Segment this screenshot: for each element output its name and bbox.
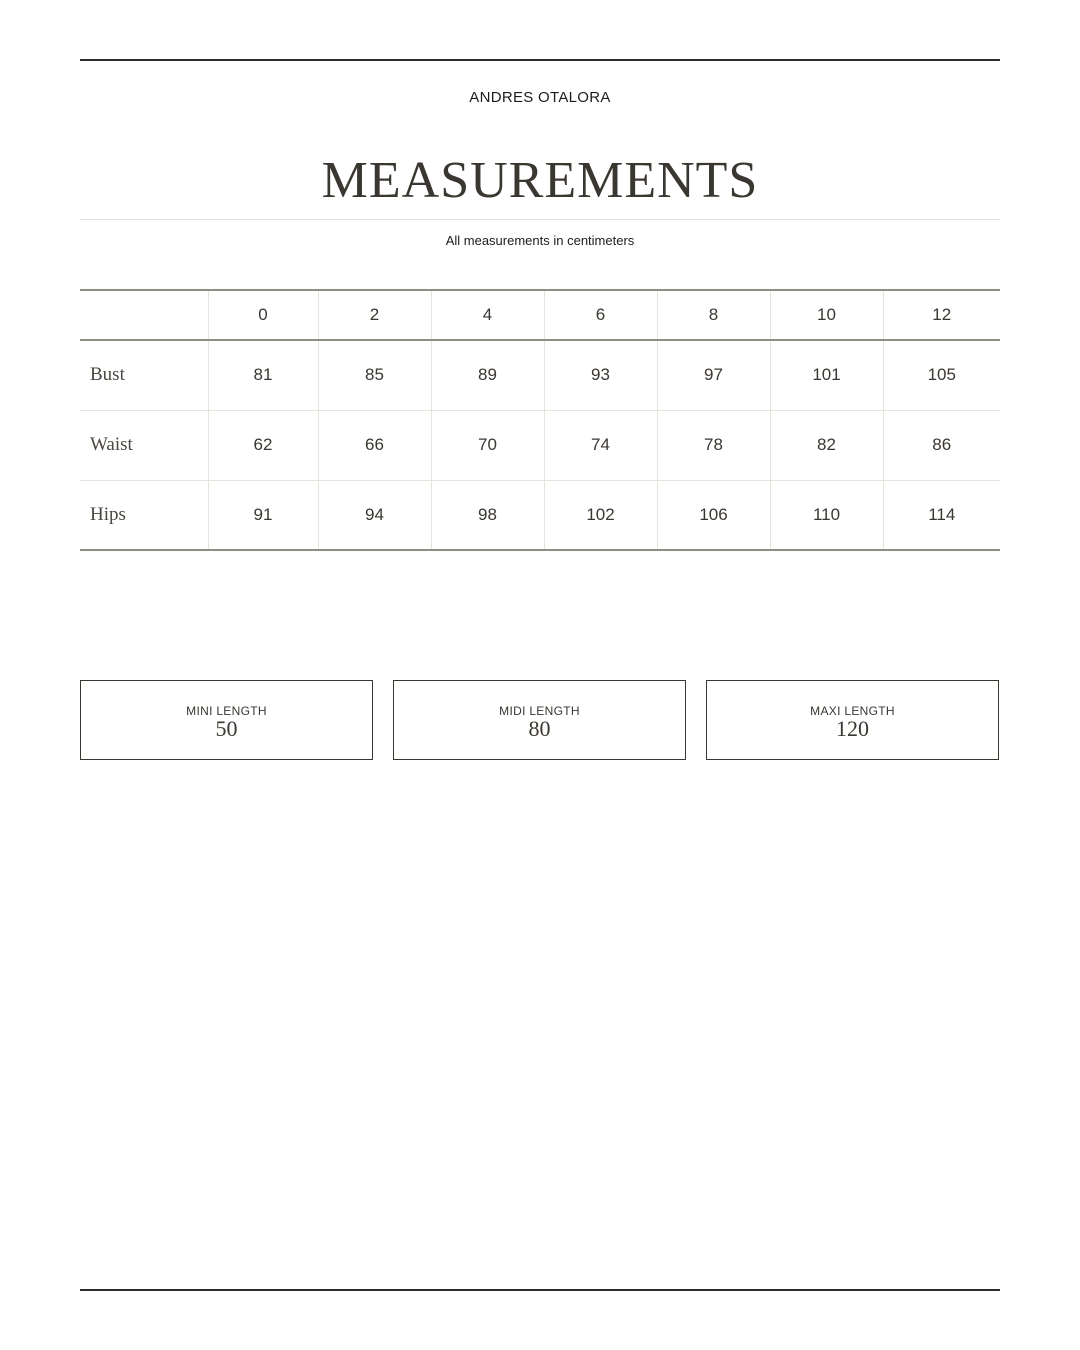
row-label: Bust — [90, 364, 125, 386]
size-chart-table — [80, 289, 1000, 551]
size-header-cell: 4 — [431, 290, 544, 340]
table-cell: 70 — [431, 410, 544, 480]
length-value: 80 — [528, 716, 551, 741]
table-cell: 98 — [431, 480, 544, 550]
title-divider — [80, 219, 1000, 220]
size-header-row — [80, 290, 1000, 340]
table-cell: 97 — [657, 340, 770, 410]
table-cell: 105 — [883, 340, 1000, 410]
table-corner-cell — [80, 290, 208, 340]
length-label: MIDI LENGTH — [499, 704, 580, 718]
size-header-cell: 8 — [657, 290, 770, 340]
midi-length-card — [393, 680, 686, 760]
bottom-divider — [80, 1289, 1000, 1291]
table-cell: 106 — [657, 480, 770, 550]
table-cell: 66 — [318, 410, 431, 480]
brand-name: ANDRES OTALORA — [469, 89, 611, 106]
table-cell: 62 — [208, 410, 318, 480]
table-cell: 101 — [770, 340, 883, 410]
size-header-cell: 10 — [770, 290, 883, 340]
units-note: All measurements in centimeters — [445, 233, 635, 248]
top-divider — [80, 59, 1000, 61]
table-cell: 78 — [657, 410, 770, 480]
length-value: 120 — [836, 716, 869, 741]
size-header-cell: 0 — [208, 290, 318, 340]
table-cell: 82 — [770, 410, 883, 480]
mini-length-card — [80, 680, 373, 760]
row-label: Hips — [90, 503, 126, 525]
table-cell: 91 — [208, 480, 318, 550]
table-cell: 114 — [883, 480, 1000, 550]
table-cell: 74 — [544, 410, 657, 480]
size-header-cell: 6 — [544, 290, 657, 340]
page-title: MEASUREMENTS — [321, 152, 759, 209]
size-header-cell: 2 — [318, 290, 431, 340]
table-cell: 102 — [544, 480, 657, 550]
table-row-waist — [80, 410, 1000, 480]
table-cell: 86 — [883, 410, 1000, 480]
table-cell: 94 — [318, 480, 431, 550]
length-label: MINI LENGTH — [186, 704, 267, 718]
length-value: 50 — [215, 716, 238, 741]
table-cell: 93 — [544, 340, 657, 410]
table-cell: 81 — [208, 340, 318, 410]
length-label: MAXI LENGTH — [810, 704, 895, 718]
row-label: Waist — [90, 434, 133, 455]
size-header-cell: 12 — [883, 290, 1000, 340]
table-row-hips — [80, 480, 1000, 550]
table-row-bust — [80, 340, 1000, 410]
table-cell: 89 — [431, 340, 544, 410]
maxi-length-card — [706, 680, 999, 760]
table-cell: 85 — [318, 340, 431, 410]
table-cell: 110 — [770, 480, 883, 550]
